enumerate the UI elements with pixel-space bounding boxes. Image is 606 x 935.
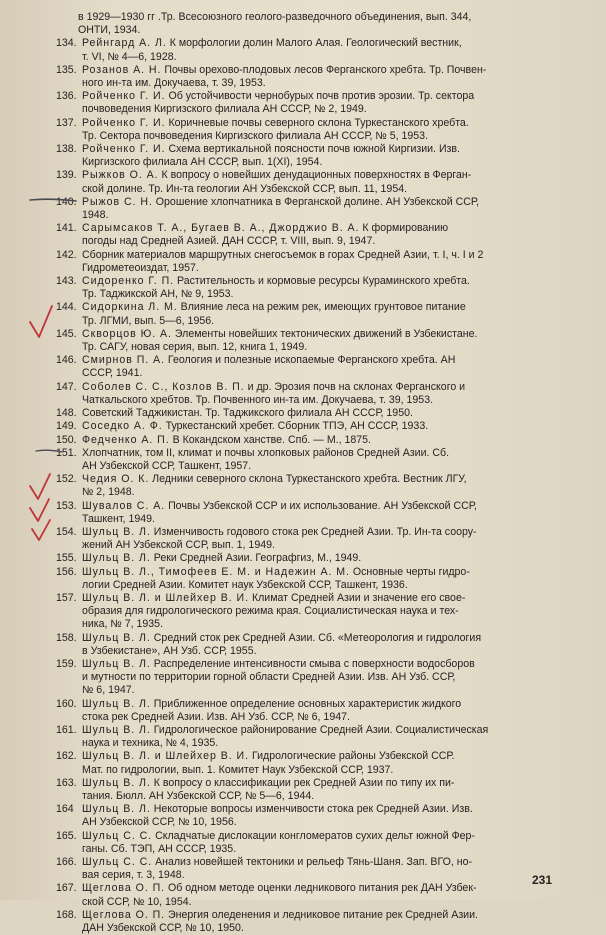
reference-entry-160 bbox=[56, 698, 566, 724]
reference-number: 136. bbox=[56, 90, 77, 103]
page-number: 231 bbox=[532, 873, 553, 887]
reference-entry-164 bbox=[56, 803, 566, 829]
reference-author: Рыжов С. Н. bbox=[82, 195, 153, 208]
reference-body: Основные черты гидро- логии Средней Азии. Комитет наук Узбекской ССР, Ташкент, 1936. bbox=[82, 565, 470, 591]
reference-author: Рейнгард А. Л. bbox=[82, 37, 167, 50]
reference-entry-156 bbox=[56, 566, 566, 592]
reference-number: 134. bbox=[56, 37, 77, 50]
reference-number: 137. bbox=[56, 116, 77, 129]
reference-number: 157. bbox=[56, 591, 77, 604]
reference-entry-136 bbox=[56, 90, 566, 116]
reference-body: Советский Таджикистан. Тр. Таджикского филиала АН СССР, 1950. bbox=[82, 407, 413, 420]
reference-author: Шульц В. Л., Тимофеев Е. М. и Надежин А. М. bbox=[82, 565, 350, 578]
reference-body: Почвы Узбекской ССР и их использование. АН Узбекской ССР, Ташкент, 1949. bbox=[82, 499, 477, 525]
reference-author: Федченко А. П. bbox=[82, 433, 170, 446]
reference-text bbox=[82, 632, 566, 658]
reference-author: Щеглова О. П. bbox=[82, 908, 166, 921]
reference-author: Шульц В. Л. bbox=[82, 803, 151, 816]
reference-number: 161. bbox=[56, 723, 77, 736]
reference-text bbox=[82, 354, 566, 380]
reference-number: 164 bbox=[56, 803, 74, 816]
reference-author: Шульц В. Л. bbox=[82, 657, 151, 670]
reference-author: Шульц В. Л. bbox=[82, 631, 151, 644]
reference-body: Реки Средней Азии. Географгиз, М., 1949. bbox=[150, 552, 362, 565]
reference-author: Шульц В. Л. bbox=[82, 723, 151, 736]
reference-number: 144. bbox=[56, 301, 77, 314]
reference-entry-168 bbox=[56, 909, 566, 935]
reference-number: 145. bbox=[56, 327, 77, 340]
reference-number: 158. bbox=[56, 631, 77, 644]
reference-text bbox=[82, 909, 566, 935]
reference-number: 155. bbox=[56, 552, 77, 565]
reference-number: 166. bbox=[56, 856, 77, 868]
reference-author: Ройченко Г. И. bbox=[82, 116, 166, 129]
reference-entry-167 bbox=[56, 882, 566, 908]
reference-text bbox=[82, 37, 566, 63]
reference-author: Скворцов Ю. А. bbox=[82, 327, 172, 340]
reference-entry-134 bbox=[56, 37, 566, 63]
reference-number: 160. bbox=[56, 697, 77, 710]
reference-body: Элементы новейших тектонических движений в Узбекистане. Тр. САГУ, новая серия, вып. 12, книга 1, 1949. bbox=[82, 327, 478, 354]
reference-entry-143 bbox=[56, 275, 566, 301]
reference-body: Гидрологические районы Узбекской ССР. Мат. по гидрологии, вып. 1. Комитет Наук Узбекской ССР, 1937. bbox=[82, 750, 455, 776]
reference-number: 149. bbox=[56, 420, 77, 433]
reference-body: Об устойчивости чернобурых почв против эрозии. Тр. сектора почвоведения Киргизского филиала АН СССР, № 2, 1949. bbox=[82, 90, 475, 116]
reference-text: в 1929—1930 гг .Тр. Всесоюзного геолого-разведочного объединения, вып. 344, ОНТИ, 1934. bbox=[78, 11, 472, 37]
reference-entry-133-continued bbox=[56, 11, 566, 37]
reference-text bbox=[82, 750, 566, 776]
reference-entry-163 bbox=[56, 777, 566, 803]
reference-entry-150 bbox=[56, 434, 566, 447]
reference-entry-157 bbox=[56, 592, 566, 632]
reference-number: 141. bbox=[56, 222, 77, 235]
reference-entry-137 bbox=[56, 117, 566, 143]
reference-entry-158 bbox=[56, 632, 566, 658]
reference-entry-162 bbox=[56, 750, 566, 776]
reference-number: 156. bbox=[56, 565, 77, 578]
reference-text bbox=[82, 222, 566, 248]
reference-body: Некоторые вопросы изменчивости стока рек Средней Азии. Изв. АН Узбекской ССР, № 10, 1956. bbox=[82, 803, 473, 829]
reference-text bbox=[82, 117, 566, 143]
reference-text bbox=[82, 526, 566, 552]
reference-body: Климат Средней Азии и значение его свое- образия для гидрологического режима края. Социалистическая наука и тех- ника, № 7, 1935. bbox=[82, 591, 466, 631]
reference-number: 167. bbox=[56, 882, 77, 895]
reference-author: Шульц В. Л. и Шлейхер В. И. bbox=[82, 591, 250, 604]
reference-number: 151. bbox=[56, 446, 77, 459]
reference-body: Растительность и кормовые ресурсы Кураминского хребта. Тр. Таджикской АН, № 9, 1953. bbox=[82, 275, 470, 301]
reference-author: Шульц В. Л. bbox=[82, 697, 151, 710]
reference-text bbox=[82, 420, 566, 433]
reference-text bbox=[82, 777, 566, 803]
reference-number: 162. bbox=[56, 750, 77, 763]
check-mark-icon bbox=[30, 499, 49, 521]
reference-body: Приближенное определение основных характеристик жидкого стока рек Средней Азии. Изв. АН Узб. ССР, № 6, 1947. bbox=[82, 697, 462, 723]
reference-text bbox=[82, 143, 566, 169]
reference-text bbox=[82, 249, 566, 275]
reference-entry-154 bbox=[56, 526, 566, 552]
reference-entry-155 bbox=[56, 552, 566, 565]
reference-text bbox=[82, 196, 566, 222]
reference-author: Смирнов П. А. bbox=[82, 354, 165, 367]
reference-body: Туркестанский хребет. Сборник ТПЭ, АН СССР, 1933. bbox=[162, 420, 429, 433]
reference-entry-141 bbox=[56, 222, 566, 248]
reference-text bbox=[82, 724, 566, 750]
check-mark-icon bbox=[30, 306, 52, 337]
reference-entry-152 bbox=[56, 473, 566, 499]
reference-entry-159 bbox=[56, 658, 566, 698]
reference-text bbox=[82, 803, 566, 829]
reference-entry-145 bbox=[56, 328, 566, 354]
reference-entry-138 bbox=[56, 143, 566, 169]
reference-text bbox=[82, 552, 566, 565]
reference-text bbox=[82, 473, 566, 499]
reference-number: 159. bbox=[56, 657, 77, 670]
reference-text bbox=[82, 169, 566, 195]
reference-body: К формированию погоды над Средней Азией. ДАН СССР, т. VIII, вып. 9, 1947. bbox=[82, 222, 449, 248]
reference-body: К морфологии долин Малого Алая. Геологический вестник, т. VI, № 4—6, 1928. bbox=[82, 37, 462, 63]
reference-body: Складчатые дислокации конгломератов сухих дельт южной Фер- ганы. Сб. ТЭП, АН СССР, 1935. bbox=[82, 829, 475, 855]
reference-author: Шульц В. Л. bbox=[82, 552, 151, 565]
reference-text bbox=[82, 407, 566, 420]
reference-number: 147. bbox=[56, 380, 77, 393]
reference-body: Гидрологическое районирование Средней Азии. Социалистическая наука и техника, № 4, 1935. bbox=[82, 723, 489, 750]
reference-entry-144 bbox=[56, 301, 566, 327]
reference-body: Почвы орехово-плодовых лесов Ферганского хребта. Тр. Почвен- ного ин-та им. Докучаева, т. 39, 1953. bbox=[82, 63, 487, 90]
reference-entry-149 bbox=[56, 420, 566, 433]
reference-entry-147 bbox=[56, 381, 566, 407]
reference-entry-151 bbox=[56, 447, 566, 473]
reference-body: Схема вертикальной поясности почв южной Киргизии. Изв. Киргизского филиала АН СССР, вып. 1(XI), 1954. bbox=[82, 143, 460, 169]
reference-author: Сидоренко Г. П. bbox=[82, 275, 175, 288]
reference-entry-135 bbox=[56, 64, 566, 90]
reference-number: 163. bbox=[56, 776, 77, 789]
reference-body: Энергия оледенения и ледниковое питание рек Средней Азии. ДАН Узбекской ССР, № 10, 1950. bbox=[82, 908, 478, 935]
reference-text bbox=[82, 830, 566, 856]
reference-text bbox=[82, 856, 566, 882]
reference-text bbox=[82, 275, 566, 301]
reference-author: Ройченко Г. И. bbox=[82, 143, 166, 156]
reference-body: и др. Эрозия почв на склонах Ферганского и Чаткальского хребтов. Тр. Почвенного ин-та им. Докучаева, т. 39, 1953. bbox=[82, 380, 466, 406]
reference-author: Чедия О. К. bbox=[82, 473, 150, 486]
reference-entry-165 bbox=[56, 830, 566, 856]
reference-entry-153 bbox=[56, 500, 566, 526]
reference-number: 165. bbox=[56, 829, 77, 842]
reference-author: Сидоркина Л. М. bbox=[82, 301, 178, 314]
reference-number: 142. bbox=[56, 248, 77, 261]
reference-author: Соболев С. С., Козлов В. П. bbox=[82, 380, 245, 393]
reference-text bbox=[82, 90, 566, 116]
reference-body: Орошение хлопчатника в Ферганской долине. АН Узбекской ССР, 1948. bbox=[82, 195, 479, 222]
reference-text bbox=[82, 882, 566, 908]
reference-number: 150. bbox=[56, 433, 77, 446]
reference-entry-161 bbox=[56, 724, 566, 750]
reference-body: К вопросу о классификации рек Средней Азии по типу их пи- тания. Бюлл. АН Узбекской ССР, № 5—6, 1944. bbox=[82, 776, 455, 802]
reference-author: Розанов А. Н. bbox=[82, 63, 162, 76]
reference-number: 143. bbox=[56, 275, 77, 288]
reference-number: 148. bbox=[56, 407, 77, 420]
reference-text bbox=[82, 658, 566, 698]
check-mark-icon bbox=[30, 474, 50, 499]
reference-text bbox=[82, 592, 566, 632]
reference-entry-148 bbox=[56, 407, 566, 420]
reference-author: Шульц В. Л. и Шлейхер В. И. bbox=[82, 750, 250, 763]
reference-author: Шульц В. Л. bbox=[82, 525, 151, 538]
reference-number: 146. bbox=[56, 354, 77, 367]
reference-body: Средний сток рек Средней Азии. Сб. «Метеорология и гидрология в Узбекистане», АН Узб. ССР, 1955. bbox=[82, 631, 482, 657]
reference-entry-146 bbox=[56, 354, 566, 380]
reference-body: Коричневые почвы северного склона Туркестанского хребта. Тр. Сектора почвоведения Киргизского филиала АН СССР, № 5, 1953. bbox=[82, 116, 469, 142]
reference-text bbox=[82, 381, 566, 407]
reference-entry-140 bbox=[56, 196, 566, 222]
reference-text bbox=[82, 301, 566, 327]
reference-text bbox=[82, 500, 566, 526]
reference-body: Распределение интенсивности смыва с поверхности водосборов и мутности по территории горной области Средней Азии. Изв. АН Узб. ССР, № 6, 1947. bbox=[82, 657, 475, 697]
reference-number: 138. bbox=[56, 143, 77, 156]
reference-number: 154. bbox=[56, 525, 77, 538]
reference-body: Ледники северного склона Туркестанского хребта. Вестник ЛГУ, № 2, 1948. bbox=[82, 473, 467, 499]
reference-number: 140. bbox=[56, 195, 77, 208]
reference-author: Шульц В. Л. bbox=[82, 776, 151, 789]
reference-text bbox=[82, 328, 566, 354]
reference-text bbox=[82, 698, 566, 724]
reference-number: 139. bbox=[56, 169, 77, 182]
reference-body: Об одном методе оценки ледникового питания рек ДАН Узбек- ской ССР, № 10, 1954. bbox=[82, 882, 477, 908]
reference-author: Шувалов С. А. bbox=[82, 499, 166, 512]
reference-author: Щеглова О. П. bbox=[82, 882, 166, 895]
reference-number: 153. bbox=[56, 499, 77, 512]
reference-text bbox=[82, 447, 566, 473]
reference-number: 152. bbox=[56, 473, 77, 486]
check-mark-icon bbox=[32, 520, 50, 540]
reference-author: Шульц С. С. bbox=[82, 856, 153, 868]
reference-author: Рыжков О. А. bbox=[82, 169, 159, 182]
reference-body: Влияние леса на режим рек, имеющих грунтовое питание Тр. ЛГМИ, вып. 5—6, 1956. bbox=[82, 301, 466, 327]
reference-body: Хлопчатник, том II, климат и почвы хлопковых районов Средней Азии. Сб. АН Узбекской ССР, Ташкент, 1957. bbox=[82, 446, 450, 472]
reference-entry-139 bbox=[56, 169, 566, 195]
bibliography-list bbox=[56, 11, 566, 935]
reference-text bbox=[82, 434, 566, 447]
reference-number: 135. bbox=[56, 63, 77, 76]
reference-author: Соседко А. Ф. bbox=[82, 420, 163, 433]
reference-text bbox=[82, 64, 566, 90]
reference-number: 168. bbox=[56, 908, 77, 921]
reference-entry-142 bbox=[56, 249, 566, 275]
reference-body: Изменчивость годового стока рек Средней Азии. Тр. Ин-та соору- жений АН Узбекской ССР, вып. 1, 1949. bbox=[82, 525, 477, 552]
reference-body: К вопросу о новейших денудационных поверхностях в Ферган- ской долине. Тр. Ин-та геологии АН Узбекской ССР, вып. 11, 1954. bbox=[82, 169, 472, 195]
reference-entry-166 bbox=[56, 856, 566, 882]
reference-author: Шульц С. С. bbox=[82, 829, 153, 842]
reference-body: В Кокандском ханстве. Спб. — М., 1875. bbox=[169, 433, 371, 446]
reference-text bbox=[82, 566, 566, 592]
reference-author: Ройченко Г. И. bbox=[82, 90, 166, 103]
reference-body: Сборник материалов маршрутных снегосъемок в горах Средней Азии, т. I, ч. I и 2 Гидрометеоиздат, 1957. bbox=[82, 248, 484, 274]
reference-author: Сарымсаков Т. А., Бугаев В. А., Джорджио В. А. bbox=[82, 222, 360, 235]
reference-body: Анализ новейшей тектоники и рельеф Тянь-Шаня. Зап. ВГО, но- вая серия, т. 3, 1948. bbox=[82, 856, 473, 882]
reference-body: Геология и полезные ископаемые Ферганского хребта. АН СССР, 1941. bbox=[82, 354, 456, 380]
